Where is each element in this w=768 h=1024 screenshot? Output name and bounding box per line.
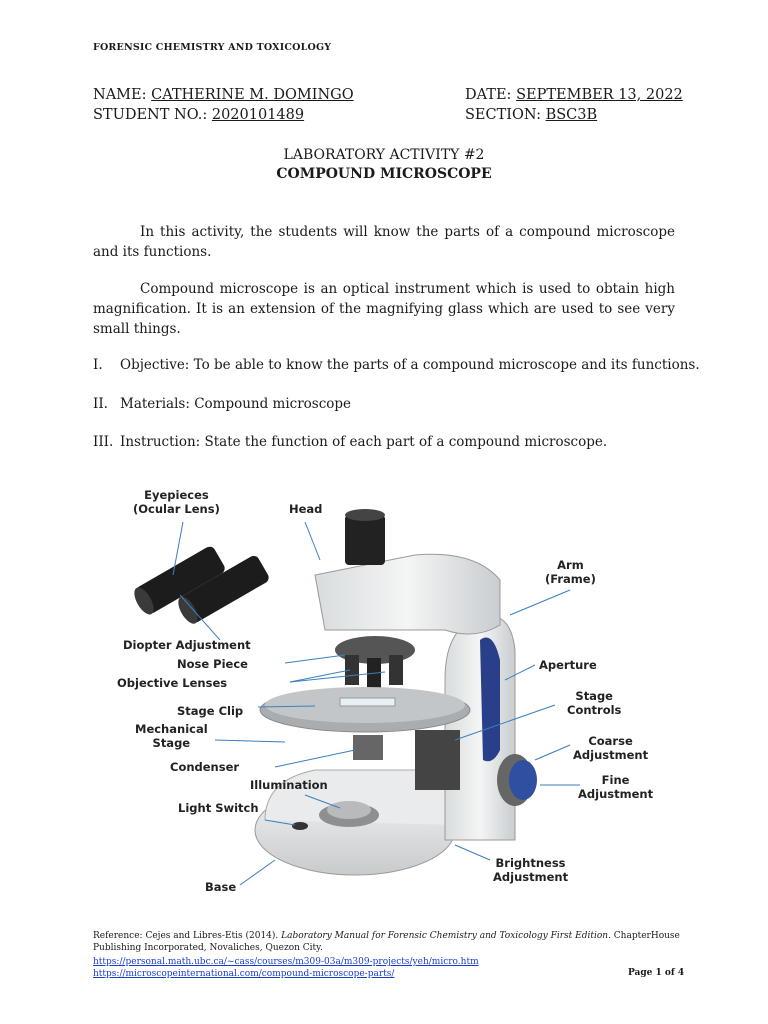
label-objective-lenses: Objective Lenses	[117, 676, 228, 690]
label-mechanical-stage-text: Mechanical Stage	[135, 722, 208, 750]
reference-link-2-row	[93, 968, 394, 980]
label-brightness	[493, 856, 568, 884]
activity-subtitle: COMPOUND MICROSCOPE	[276, 166, 492, 182]
reference-suffix: ChapterHouse Publishing Incorporated, Novaliches, Quezon City.	[93, 931, 680, 953]
page-number: Page 1 of 4	[628, 968, 685, 978]
label-stage-controls	[567, 689, 621, 717]
label-brightness-text: Brightness Adjustment	[493, 856, 569, 884]
label-fine-text: Fine Adjustment	[578, 773, 654, 801]
label-fine	[578, 773, 653, 801]
reference-link-1-row	[93, 956, 479, 968]
activity-title: LABORATORY ACTIVITY #2	[283, 147, 485, 163]
materials-number: II.	[93, 396, 108, 412]
label-aperture: Aperture	[539, 658, 597, 672]
label-light-switch: Light Switch	[178, 801, 259, 815]
instruction-text: Instruction: State the function of each part of a compound microscope.	[120, 434, 608, 450]
label-diopter: Diopter Adjustment	[123, 638, 251, 652]
section-value: BSC3B	[545, 107, 598, 123]
label-eyepieces	[133, 488, 220, 516]
name-value: CATHERINE M. DOMINGO	[151, 87, 354, 103]
section-label: SECTION:	[465, 107, 546, 123]
label-base: Base	[205, 880, 237, 894]
label-arm-text: Arm (Frame)	[545, 558, 596, 586]
date-value: SEPTEMBER 13, 2022	[516, 87, 683, 103]
objective-number: I.	[93, 357, 103, 373]
label-nose-piece: Nose Piece	[177, 657, 248, 671]
reference-link-1[interactable]: https://personal.math.ubc.ca/~cass/courses/m309-03a/m309-projects/yeh/micro.htm	[93, 957, 479, 967]
label-stage-controls-text: Stage Controls	[567, 689, 622, 717]
label-arm	[545, 558, 596, 586]
reference-link-2[interactable]: https://microscopeinternational.com/compound-microscope-parts/	[93, 969, 395, 979]
objective-text: Objective: To be able to know the parts of a compound microscope and its functions.	[120, 357, 700, 373]
course-header: FORENSIC CHEMISTRY AND TOXICOLOGY	[93, 42, 332, 53]
label-coarse-text: Coarse Adjustment	[573, 734, 649, 762]
label-head: Head	[289, 502, 323, 516]
name-label: NAME:	[93, 87, 152, 103]
label-mechanical-stage	[135, 722, 208, 750]
reference-title: Laboratory Manual for Forensic Chemistry and Toxicology First Edition.	[281, 931, 611, 941]
label-stage-clip: Stage Clip	[177, 704, 244, 718]
label-eyepieces-text: Eyepieces (Ocular Lens)	[133, 488, 220, 516]
microscope-figure	[115, 480, 665, 900]
reference-prefix: Reference: Cejes and Libres-Etis (2014).	[93, 931, 282, 941]
student-name	[93, 87, 354, 103]
number-value: 2020101489	[211, 107, 305, 123]
instruction-number: III.	[93, 434, 114, 450]
section	[465, 107, 597, 123]
label-illumination: Illumination	[250, 778, 328, 792]
label-condenser: Condenser	[170, 760, 240, 774]
date-label: DATE:	[465, 87, 517, 103]
student-number	[93, 107, 304, 123]
number-label: STUDENT NO.:	[93, 107, 212, 123]
materials-text: Materials: Compound microscope	[120, 396, 352, 412]
materials-item	[93, 396, 351, 412]
reference	[93, 930, 683, 954]
intro-paragraph: In this activity, the students will know the parts of a compound microscope and its functions.	[93, 224, 675, 260]
definition-paragraph: Compound microscope is an optical instrument which is used to obtain high magnification. It is an extension of the magnifying glass which are used to see very small things.	[93, 281, 675, 337]
objective-item	[93, 357, 700, 373]
instruction-item	[93, 434, 607, 450]
date	[465, 87, 683, 103]
label-coarse	[573, 734, 648, 762]
